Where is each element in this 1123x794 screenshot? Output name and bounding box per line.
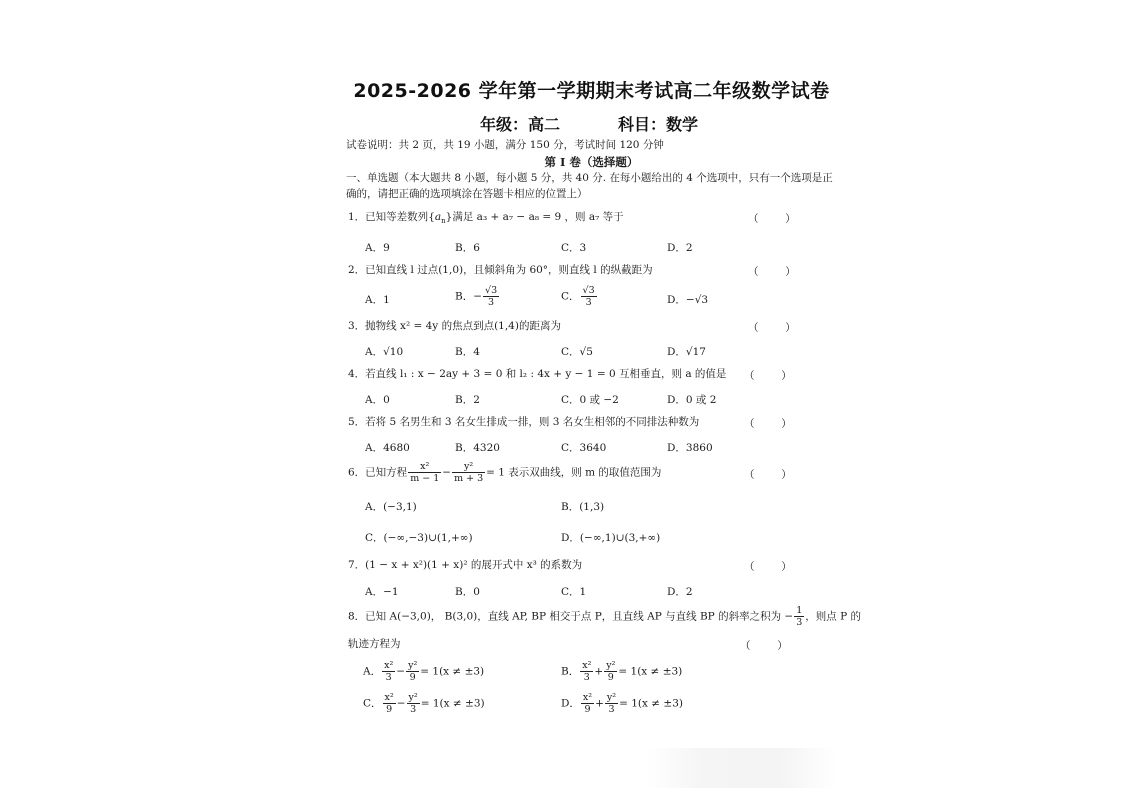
question-3-stem: 3．抛物线 x² = 4y 的焦点到点(1,4)的距离为 <box>348 320 561 332</box>
option-2b[interactable]: B．− $\frac{√3}{3}$ <box>455 285 498 308</box>
option-5c[interactable]: C．3640 <box>561 442 607 454</box>
option-7a[interactable]: A．−1 <box>365 586 399 598</box>
fraction: $\frac{√3}{3}$ <box>485 285 498 308</box>
subject-label: 科目：数学 <box>618 115 699 134</box>
answer-blank-2[interactable]: （ ） <box>748 266 796 278</box>
fraction: $\frac{√3}{3}$ <box>582 285 595 308</box>
fraction: $\frac{\text{y²}}{3}$ <box>606 692 617 715</box>
question-4-stem: 4．若直线 l₁ : x − 2ay + 3 = 0 和 l₂ : 4x + y − 1 = 0 互相垂直，则 a 的值是 <box>348 368 727 380</box>
answer-blank-4[interactable]: （ ） <box>744 370 792 382</box>
sequence-braces: $\{a_n\}$ <box>428 211 453 226</box>
fraction: $\frac{\text{x²}}{9}$ <box>582 692 593 715</box>
option-6d[interactable]: D．(−∞,1)∪(3,+∞) <box>561 532 661 544</box>
exam-subtitle <box>480 112 698 135</box>
answer-blank-8[interactable]: （ ） <box>740 640 788 652</box>
option-4b[interactable]: B．2 <box>455 394 480 406</box>
section-title: 第 I 卷（选择题） <box>544 155 639 169</box>
option-8d[interactable]: D． $\frac{\text{x²}}{9}$ + $\frac{\text{y²}}{3}$ = 1(x ≠ ±3) <box>561 692 683 715</box>
fraction-y: $\frac{\text{y²}}{m + 3}$ <box>454 461 484 484</box>
question-5-stem: 5．若将 5 名男生和 3 名女生排成一排，则 3 名女生相邻的不同排法种数为 <box>348 416 700 428</box>
part-intro-line2: 确的，请把正确的选项填涂在答题卡相应的位置上） <box>346 188 588 200</box>
answer-blank-3[interactable]: （ ） <box>748 322 796 334</box>
fraction: $\frac{\text{x²}}{3}$ <box>582 660 592 683</box>
option-5a[interactable]: A．4680 <box>365 442 410 454</box>
option-8c[interactable]: C． $\frac{\text{x²}}{9}$ − $\frac{\text{y²}}{3}$ = 1(x ≠ ±3) <box>363 692 485 715</box>
option-6a[interactable]: A．(−3,1) <box>365 501 417 513</box>
answer-blank-6[interactable]: （ ） <box>744 469 792 481</box>
answer-blank-7[interactable]: （ ） <box>744 561 792 573</box>
exam-title: 2025-2026 学年第一学期期末考试高二年级数学试卷 <box>353 80 830 102</box>
scan-glare <box>646 748 836 788</box>
question-8-stem-line2: 轨迹方程为 <box>348 638 401 650</box>
grade-label: 年级：高二 <box>480 115 561 134</box>
question-6-stem: 6．已知方程 $\frac{\text{x²}}{m - 1}$ − $\frac{\text{y²}}{m + 3}$ = 1 表示双曲线，则 m 的取值范围为 <box>348 461 662 484</box>
option-6c[interactable]: C．(−∞,−3)∪(1,+∞) <box>365 532 473 544</box>
fraction-x: $\frac{\text{x²}}{m - 1}$ <box>410 461 440 484</box>
option-1d[interactable]: D．2 <box>667 242 693 254</box>
fraction: $\frac{\text{y²}}{3}$ <box>408 692 418 715</box>
fraction: $\frac{1}{3}$ <box>796 605 803 628</box>
option-3a[interactable]: A．√10 <box>365 346 404 358</box>
option-4d[interactable]: D．0 或 2 <box>667 394 717 406</box>
option-4a[interactable]: A．0 <box>365 394 390 406</box>
question-2-stem: 2．已知直线 l 过点(1,0)，且倾斜角为 60°，则直线 l 的纵截距为 <box>348 264 653 276</box>
question-8-stem: 8．已知 A(−3,0)， B(3,0)，直线 AP, BP 相交于点 P，且直线 AP 与直线 BP 的斜率之积为 − $\frac{1}{3}$ ，则点 P 的 <box>348 605 861 628</box>
option-8b[interactable]: B． $\frac{\text{x²}}{3}$ + $\frac{\text{y²}}{9}$ = 1(x ≠ ±3) <box>561 660 683 683</box>
option-3d[interactable]: D．√17 <box>667 346 706 358</box>
fraction: $\frac{\text{x²}}{3}$ <box>384 660 394 683</box>
option-4c[interactable]: C．0 或 −2 <box>561 394 619 406</box>
fraction: $\frac{\text{y²}}{9}$ <box>606 660 616 683</box>
option-2a[interactable]: A．1 <box>365 294 390 306</box>
question-1-stem: 1．已知等差数列$\{a_n\}$满足 a₃ + a₇ − a₈ = 9 ，则 a₇ 等于 <box>348 211 624 226</box>
option-3b[interactable]: B．4 <box>455 346 480 358</box>
part-intro-line1: 一、单选题（本大题共 8 小题，每小题 5 分，共 40 分. 在每小题给出的 4 个选项中，只有一个选项是正 <box>346 172 833 184</box>
option-3c[interactable]: C．√5 <box>561 346 593 358</box>
option-2d[interactable]: D．−√3 <box>667 294 709 306</box>
fraction: $\frac{\text{y²}}{9}$ <box>408 660 418 683</box>
answer-blank-5[interactable]: （ ） <box>744 418 792 430</box>
question-7-stem: 7．(1 − x + x²)(1 + x)² 的展开式中 x³ 的系数为 <box>348 559 583 571</box>
exam-instructions: 试卷说明：共 2 页，共 19 小题，满分 150 分，考试时间 120 分钟 <box>346 139 664 151</box>
answer-blank-1[interactable]: （ ） <box>748 213 796 225</box>
option-1c[interactable]: C．3 <box>561 242 587 254</box>
option-1b[interactable]: B．6 <box>455 242 480 254</box>
option-1a[interactable]: A．9 <box>365 242 390 254</box>
option-5d[interactable]: D．3860 <box>667 442 713 454</box>
option-5b[interactable]: B．4320 <box>455 442 500 454</box>
option-7c[interactable]: C．1 <box>561 586 587 598</box>
option-7b[interactable]: B．0 <box>455 586 480 598</box>
option-7d[interactable]: D．2 <box>667 586 693 598</box>
option-6b[interactable]: B．(1,3) <box>561 501 605 513</box>
option-2c[interactable]: C． $\frac{√3}{3}$ <box>561 285 595 308</box>
fraction: $\frac{\text{x²}}{9}$ <box>384 692 394 715</box>
option-8a[interactable]: A． $\frac{\text{x²}}{3}$ − $\frac{\text{y²}}{9}$ = 1(x ≠ ±3) <box>363 660 485 683</box>
